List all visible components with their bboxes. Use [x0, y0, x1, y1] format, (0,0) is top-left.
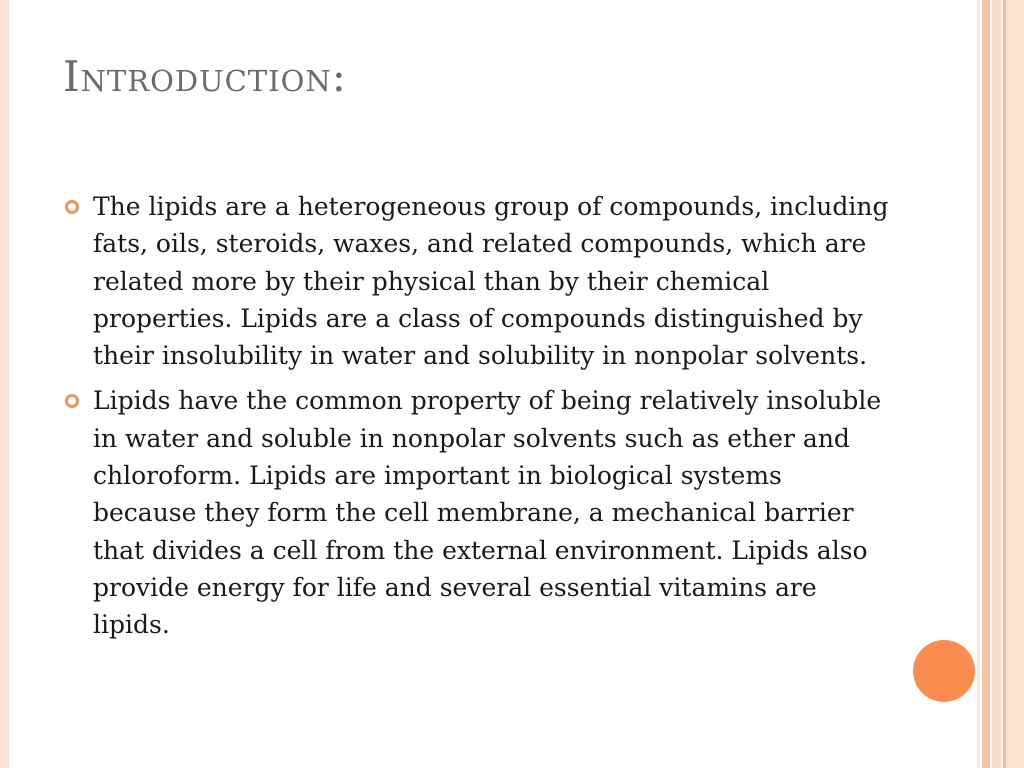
- decorative-stripes: [977, 0, 1024, 768]
- bullet-circle-icon: [65, 394, 79, 408]
- bullet-item-2: [60, 382, 890, 643]
- slide-title: Introduction:: [63, 52, 347, 101]
- bullet-item-1: [60, 188, 890, 374]
- bullet-list: [60, 188, 890, 652]
- bullet-text-1: The lipids are a heterogeneous group of compounds, including fats, oils, steroids, waxes, and related compounds, which are related more by their physical than by their chemical properties. Lipids are a class of compounds distinguished by their insolubility in water and solubility in nonpolar solvents.: [93, 192, 889, 371]
- bullet-text-2: Lipids have the common property of being relatively insoluble in water and soluble in nonpolar solvents such as ether and chloroform. Lipids are important in biological systems because they form the cell membrane, a mechanical barrier that divides a cell from the external environment. Lipids also provide energy for life and several essential vitamins are lipids.: [93, 386, 882, 640]
- decorative-circle: [913, 640, 975, 702]
- bullet-circle-icon: [65, 200, 79, 214]
